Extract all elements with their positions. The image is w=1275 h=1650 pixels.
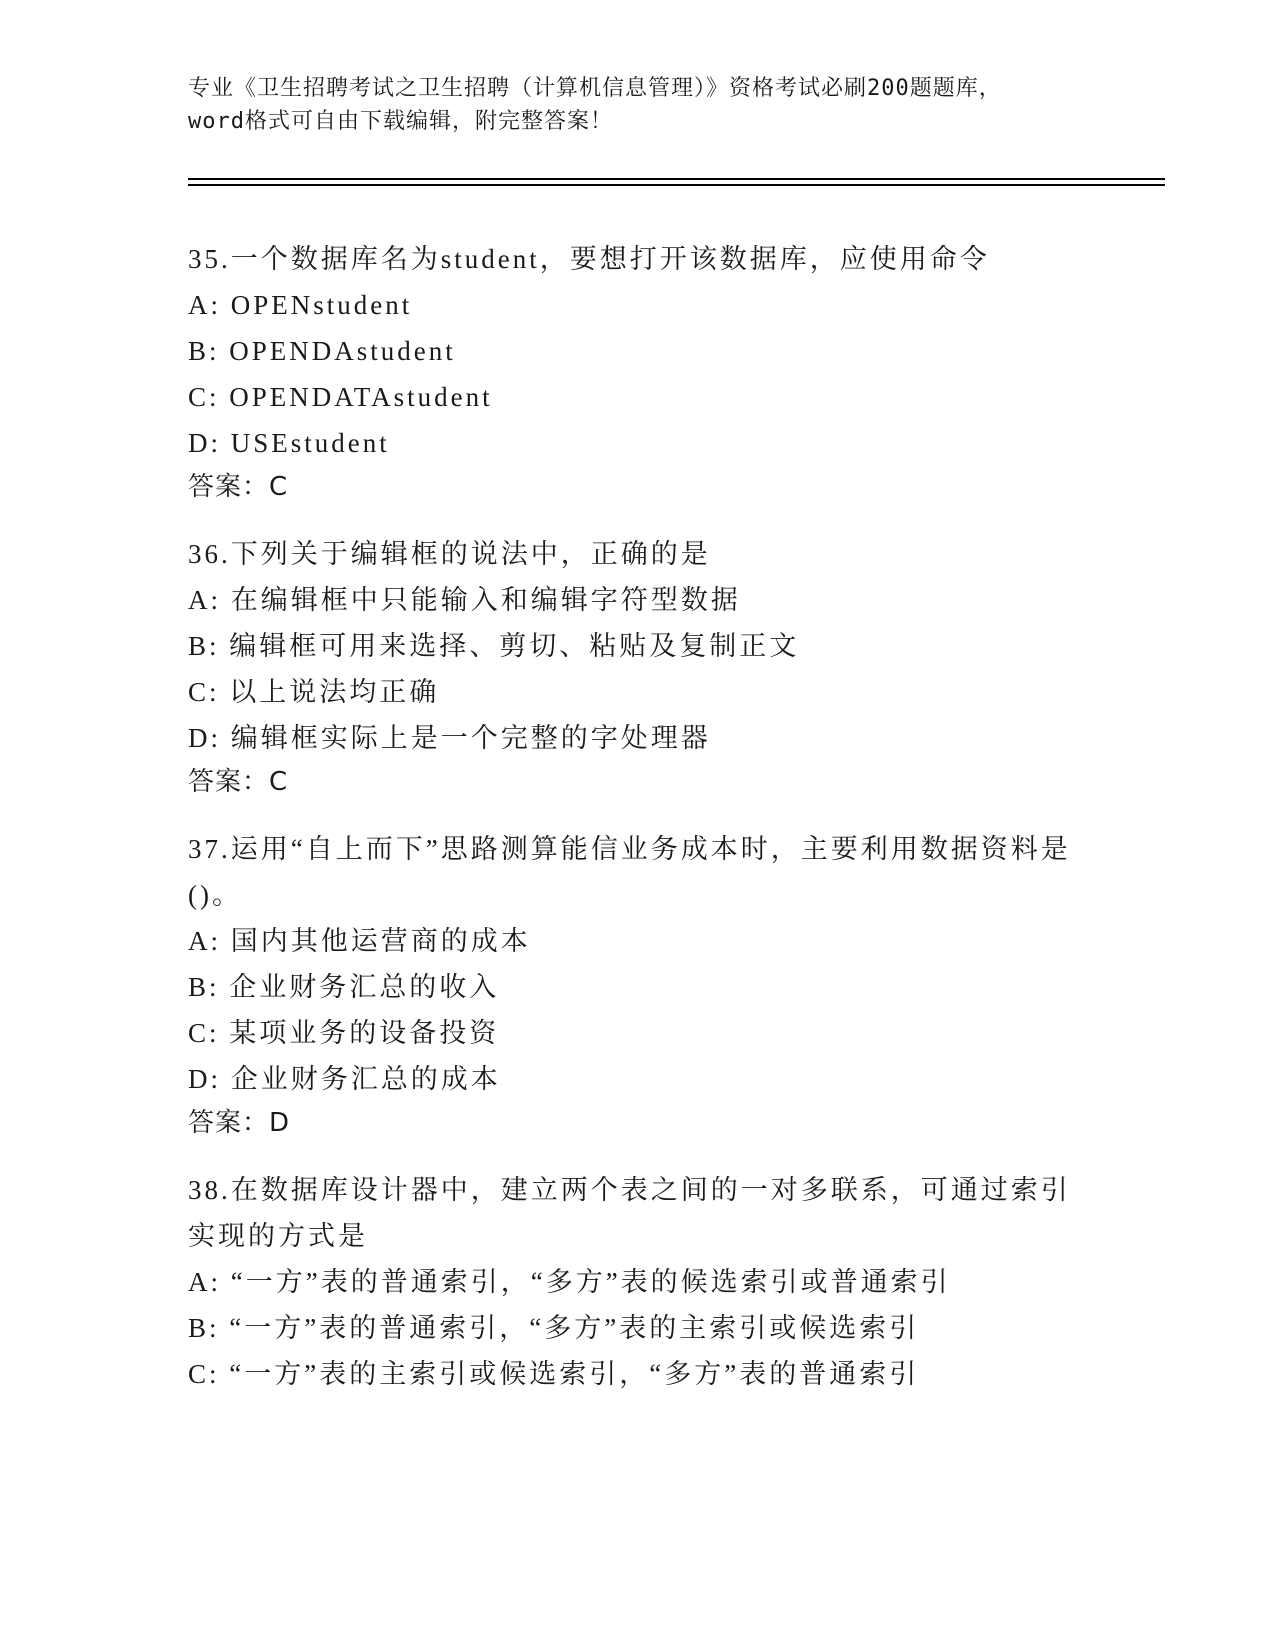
option-c: C: “一方”表的主索引或候选索引，“多方”表的普通索引 <box>188 1359 920 1389</box>
document-header <box>188 72 1088 138</box>
option-a: A: OPENstudent <box>188 290 413 320</box>
header-divider-top <box>188 178 1165 180</box>
question-37 <box>188 826 1088 1144</box>
option-b: B: OPENDAstudent <box>188 336 456 366</box>
option-c: C: 以上说法均正确 <box>188 677 440 707</box>
question-stem: 38.在数据库设计器中，建立两个表之间的一对多联系，可通过索引实现的方式是 <box>188 1175 1071 1251</box>
option-d: D: 企业财务汇总的成本 <box>188 1064 501 1094</box>
header-title-line: 专业《卫生招聘考试之卫生招聘（计算机信息管理）》资格考试必刷200题题库， <box>188 76 1002 101</box>
option-b: B: 企业财务汇总的收入 <box>188 972 500 1002</box>
question-stem: 35.一个数据库名为student，要想打开该数据库，应使用命令 <box>188 244 990 274</box>
answer-line: 答案：C <box>188 767 289 797</box>
answer-line: 答案：D <box>188 1108 291 1138</box>
option-a: A: “一方”表的普通索引，“多方”表的候选索引或普通索引 <box>188 1267 951 1297</box>
question-stem: 37.运用“自上而下”思路测算能信业务成本时，主要利用数据资料是()。 <box>188 834 1071 910</box>
option-b: B: “一方”表的普通索引，“多方”表的主索引或候选索引 <box>188 1313 920 1343</box>
header-subtitle-line: word格式可自由下载编辑，附完整答案！ <box>188 109 613 134</box>
option-c: C: 某项业务的设备投资 <box>188 1018 500 1048</box>
answer-line: 答案：C <box>188 472 289 502</box>
option-a: A: 国内其他运营商的成本 <box>188 926 531 956</box>
question-stem: 36.下列关于编辑框的说法中，正确的是 <box>188 539 711 569</box>
question-38 <box>188 1167 1088 1397</box>
header-divider-bottom <box>188 184 1165 186</box>
option-d: D: USEstudent <box>188 428 390 458</box>
option-d: D: 编辑框实际上是一个完整的字处理器 <box>188 723 711 753</box>
question-36 <box>188 531 1088 803</box>
option-b: B: 编辑框可用来选择、剪切、粘贴及复制正文 <box>188 631 800 661</box>
question-list <box>188 236 1088 1420</box>
option-a: A: 在编辑框中只能输入和编辑字符型数据 <box>188 585 741 615</box>
question-35 <box>188 236 1088 508</box>
option-c: C: OPENDATAstudent <box>188 382 493 412</box>
